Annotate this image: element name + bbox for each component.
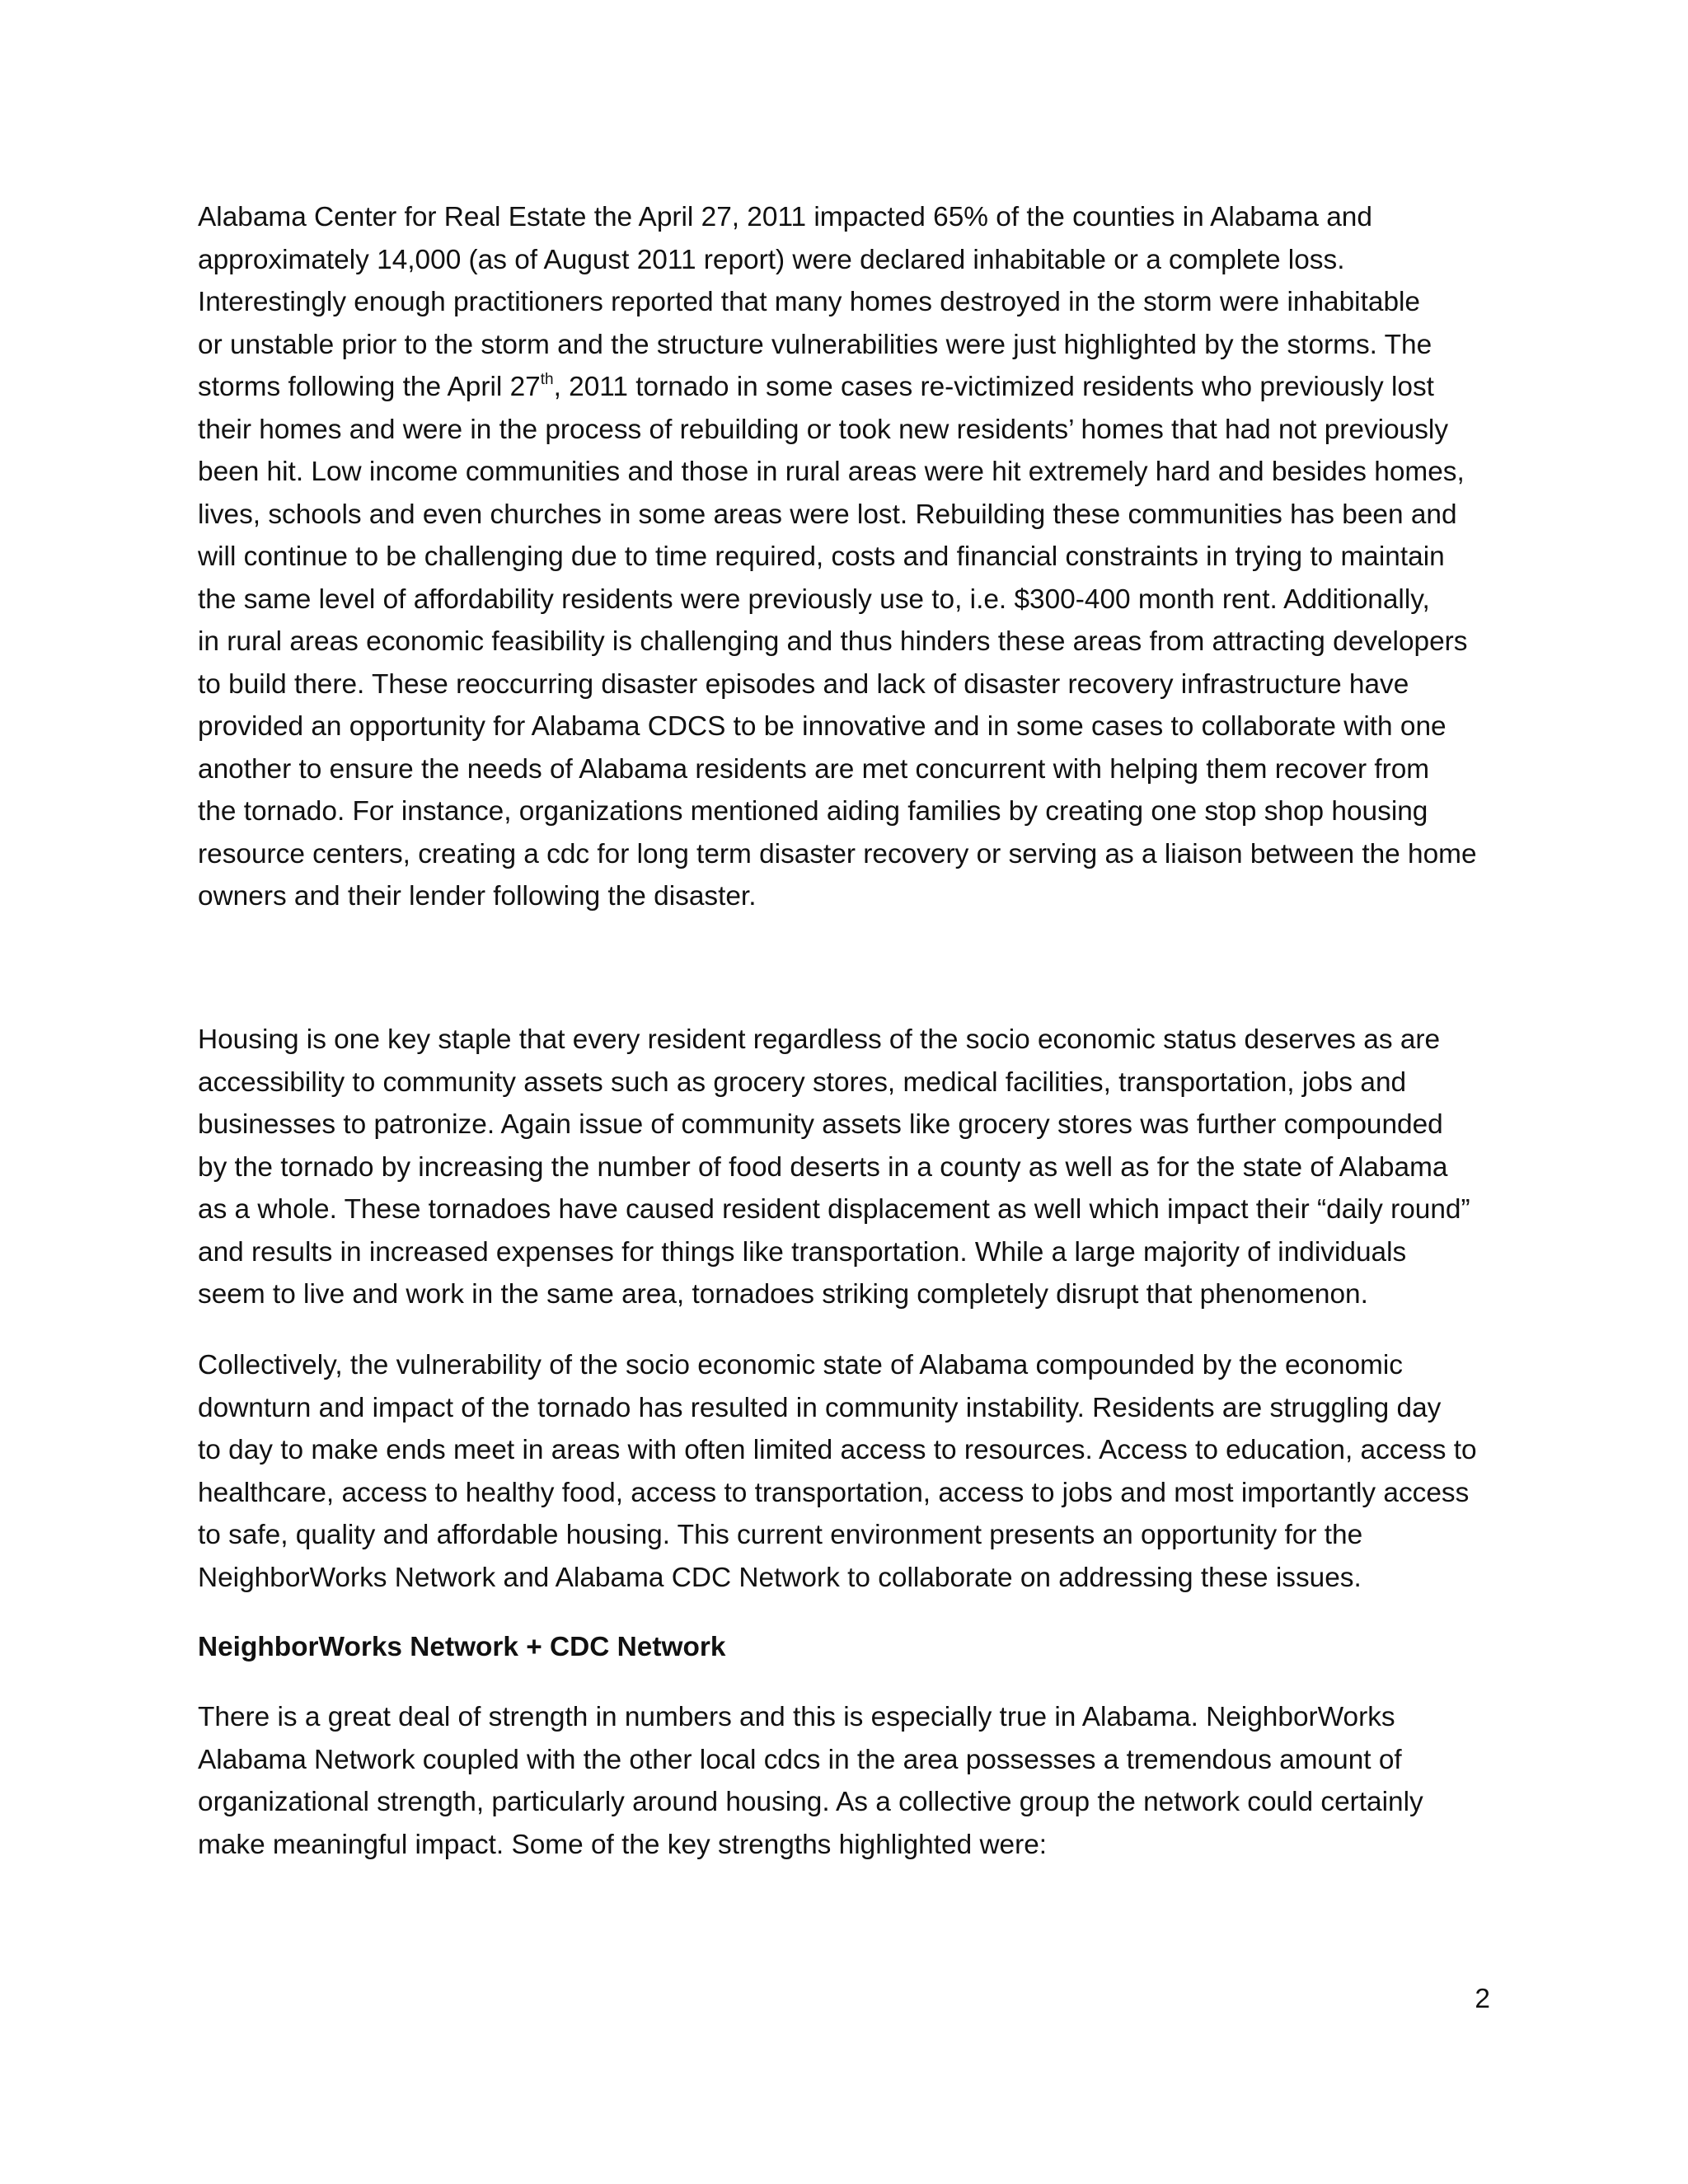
paragraph-line: or unstable prior to the storm and the structure vulnerabilities were just highlighted by the storms. The (198, 329, 1432, 360)
paragraph-4 (198, 1696, 1423, 1866)
paragraph-line: accessibility to community assets such as grocery stores, medical facilities, transportation, jobs and (198, 1066, 1407, 1098)
paragraph-line: owners and their lender following the disaster. (198, 881, 757, 912)
paragraph-line: to safe, quality and affordable housing. This current environment presents an opportunity for the (198, 1520, 1363, 1550)
paragraph-line: provided an opportunity for Alabama CDCS to be innovative and in some cases to collaborate with one (198, 711, 1447, 742)
paragraph-line: to build there. These reoccurring disaster episodes and lack of disaster recovery infrastructure have (198, 668, 1409, 700)
paragraph-line: lives, schools and even churches in some areas were lost. Rebuilding these communities has been and (198, 499, 1457, 530)
line-text-after: , 2011 tornado in some cases re-victimized residents who previously lost (553, 372, 1434, 402)
paragraph-line: resource centers, creating a cdc for long term disaster recovery or serving as a liaison between the home (198, 838, 1477, 869)
paragraph-1 (198, 196, 1477, 918)
paragraph-line: another to ensure the needs of Alabama residents are met concurrent with helping them recover from (198, 753, 1430, 785)
paragraph-3 (198, 1344, 1477, 1599)
paragraph-line: There is a great deal of strength in numbers and this is especially true in Alabama. NeighborWorks (198, 1702, 1395, 1732)
paragraph-line: the tornado. For instance, organizations mentioned aiding families by creating one stop shop housing (198, 796, 1428, 827)
paragraph-line: Housing is one key staple that every resident regardless of the socio economic status deserves as are (198, 1024, 1441, 1055)
paragraph-line: NeighborWorks Network and Alabama CDC Network to collaborate on addressing these issues. (198, 1562, 1362, 1593)
paragraph-line: organizational strength, particularly around housing. As a collective group the network could certainly (198, 1787, 1423, 1817)
paragraph-line: healthcare, access to healthy food, access to transportation, access to jobs and most importantly access (198, 1477, 1470, 1508)
paragraph-line: will continue to be challenging due to time required, costs and financial constraints in trying to maintain (198, 541, 1445, 572)
paragraph-2 (198, 1019, 1470, 1316)
paragraph-line: Alabama Center for Real Estate the April 27, 2011 impacted 65% of the counties in Alabama and (198, 202, 1372, 232)
ordinal-superscript: th (540, 371, 554, 388)
line-text-before: storms following the April 27 (198, 372, 541, 402)
section-heading: NeighborWorks Network + CDC Network (198, 1632, 726, 1662)
page-number: 2 (1475, 1984, 1490, 2014)
paragraph-line: and results in increased expenses for things like transportation. While a large majority of individuals (198, 1236, 1407, 1268)
paragraph-line: their homes and were in the process of rebuilding or took new residents’ homes that had not previously (198, 414, 1449, 445)
paragraph-line: to day to make ends meet in areas with often limited access to resources. Access to education, access to (198, 1435, 1477, 1465)
paragraph-line: Alabama Network coupled with the other local cdcs in the area possesses a tremendous amount of (198, 1744, 1402, 1775)
paragraph-line: been hit. Low income communities and those in rural areas were hit extremely hard and besides homes, (198, 457, 1465, 487)
paragraph-line: the same level of affordability residents were previously use to, i.e. $300-400 month rent. Additionally, (198, 583, 1430, 615)
paragraph-line: Interestingly enough practitioners reported that many homes destroyed in the storm were inhabitable (198, 287, 1420, 317)
paragraph-line-with-superscript (198, 366, 1477, 409)
paragraph-line: downturn and impact of the tornado has resulted in community instability. Residents are struggling day (198, 1392, 1442, 1423)
paragraph-line: make meaningful impact. Some of the key strengths highlighted were: (198, 1829, 1048, 1860)
paragraph-line: by the tornado by increasing the number of food deserts in a county as well as for the state of Alabama (198, 1151, 1448, 1183)
paragraph-line: Collectively, the vulnerability of the socio economic state of Alabama compounded by the economic (198, 1350, 1403, 1380)
paragraph-line: seem to live and work in the same area, tornadoes striking completely disrupt that phenomenon. (198, 1279, 1368, 1310)
paragraph-line: in rural areas economic feasibility is challenging and thus hinders these areas from attracting developers (198, 626, 1468, 657)
paragraph-line: businesses to patronize. Again issue of community assets like grocery stores was further compounded (198, 1109, 1443, 1140)
paragraph-line: approximately 14,000 (as of August 2011 report) were declared inhabitable or a complete loss. (198, 244, 1345, 275)
paragraph-line: as a whole. These tornadoes have caused resident displacement as well which impact their “daily round” (198, 1194, 1470, 1225)
